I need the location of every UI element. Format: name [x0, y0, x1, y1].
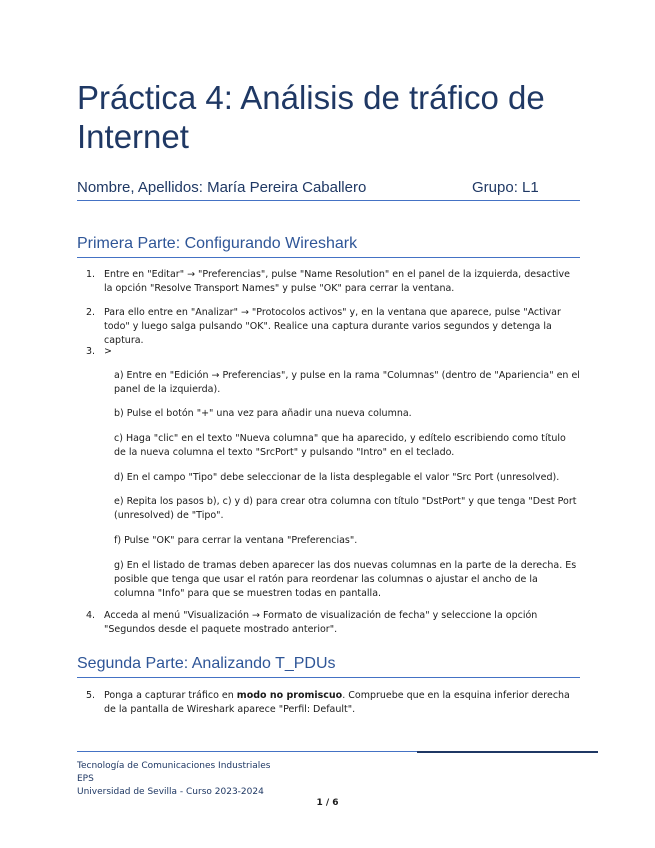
item-number: 4.	[86, 610, 96, 621]
page-number: 1 / 6	[316, 798, 339, 808]
footer-divider-accent	[417, 751, 598, 753]
item-text	[104, 689, 581, 717]
footer-course: Tecnología de Comunicaciones Industriales	[77, 761, 271, 771]
sub-item: f) Pulse "OK" para cerrar la ventana "Preferencias".	[114, 535, 358, 546]
page-title: Práctica 4: Análisis de tráfico de Internet	[77, 79, 545, 155]
sub-item: d) En el campo "Tipo" debe seleccionar de la lista desplegable el valor "Src Port (unresolved).	[114, 472, 560, 483]
student-group	[472, 179, 539, 196]
student-info-row	[77, 178, 580, 201]
name-label: Nombre, Apellidos:	[77, 179, 203, 196]
name-value: María Pereira Caballero	[207, 179, 367, 196]
item-number: 5.	[86, 690, 96, 701]
sub-item: b) Pulse el botón "+" una vez para añadir una nueva columna.	[114, 408, 412, 419]
sub-item: e) Repita los pasos b), c) y d) para crear otra columna con título "DstPort" y que tenga "Dest Port (unresolved) de "Tipo".	[114, 496, 577, 521]
item-text-end: . Compruebe que en la esquina inferior derecha de la pantalla de Wireshark aparece "Perfil: Default".	[104, 690, 570, 715]
item-text: >	[104, 346, 112, 357]
group-label: Grupo:	[472, 179, 518, 196]
section-heading-part2	[77, 655, 580, 678]
item-number: 2.	[86, 307, 96, 318]
footer	[77, 760, 270, 799]
section-heading-text: Segunda Parte: Analizando T_PDUs	[77, 655, 336, 672]
item-text: Entre en "Editar" → "Preferencias", pulse "Name Resolution" en el panel de la izquierda, desactive la opción "Resolve Transport Names" y pulse "OK" para cerrar la ventana.	[104, 269, 570, 294]
sub-item: c) Haga "clic" en el texto "Nueva columna" que ha aparecido, y edítelo escribiendo como título de la nueva columna el texto "SrcPort" y pulsando "Intro" en el teclado.	[114, 433, 566, 458]
group-value: L1	[522, 179, 539, 196]
item-text-bold: modo no promiscuo	[236, 690, 343, 701]
footer-divider	[77, 751, 598, 752]
student-name	[77, 179, 366, 196]
footer-school: EPS	[77, 774, 94, 784]
item-text: Para ello entre en "Analizar" → "Protocolos activos" y, en la ventana que aparece, pulse "Activar todo" y luego salga pulsando "OK". Realice una captura durante varios segundos y detenga la captura.	[104, 307, 561, 346]
item-text: Acceda al menú "Visualización → Formato de visualización de fecha" y seleccione la opción "Segundos desde el paquete mostrado anterior".	[104, 610, 538, 635]
item-number: 1.	[86, 269, 96, 280]
item-text-start: Ponga a capturar tráfico en	[104, 690, 237, 701]
item-number: 3.	[86, 346, 96, 357]
sub-item: g) En el listado de tramas deben aparecer las dos nuevas columnas en la parte de la derecha. Es posible que tenga que usar el ratón para reordenar las columnas o ajustar el ancho de la columna "Info" para que se muestren todas en pantalla.	[114, 560, 577, 599]
section-heading-text: Primera Parte: Configurando Wireshark	[77, 235, 358, 252]
section-heading-part1	[77, 235, 580, 258]
footer-university: Universidad de Sevilla - Curso 2023-2024	[77, 787, 264, 797]
sub-item: a) Entre en "Edición → Preferencias", y pulse en la rama "Columnas" (dentro de "Apariencia" en el panel de la izquierda).	[114, 370, 580, 395]
